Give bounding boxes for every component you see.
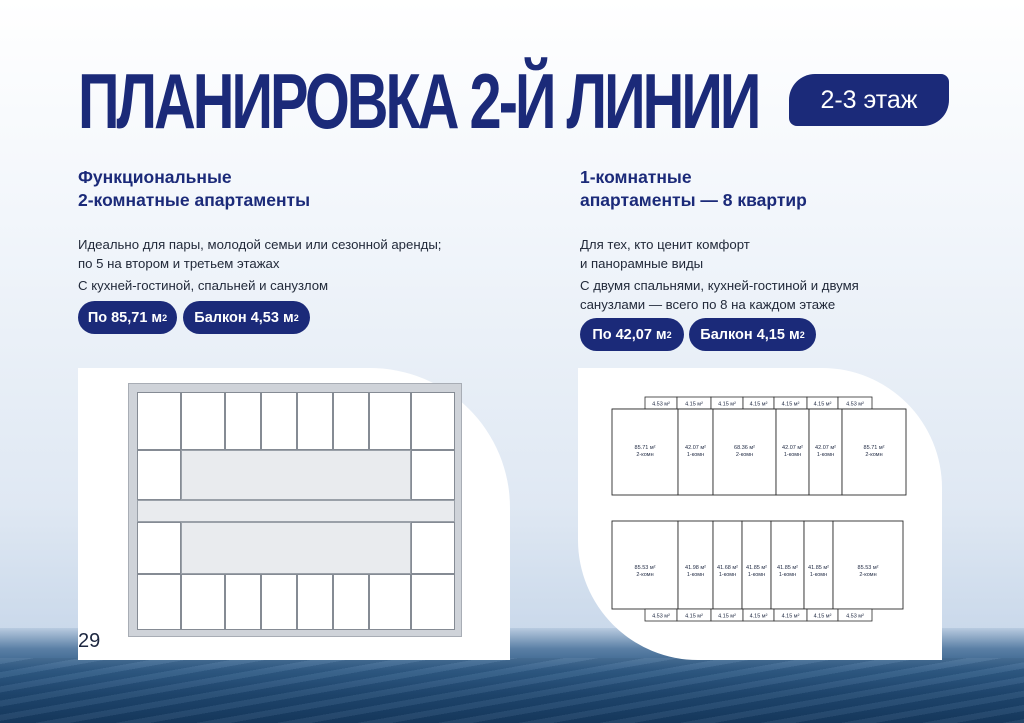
left-text-line1: Идеально для пары, молодой семьи или сезонной аренды; — [78, 237, 442, 252]
floor-plan-drawing — [128, 383, 462, 637]
right-text-line2: и панорамные виды — [580, 256, 704, 271]
unit-top-area: 42.07 м² — [815, 445, 836, 451]
balcony-cell-top-label: 4.15 м² — [749, 401, 768, 408]
plan-unit — [137, 450, 181, 500]
plan-unit — [411, 522, 455, 574]
balcony-cell-bottom-label: 4.53 м² — [846, 613, 864, 620]
unit-bottom-area: 41.98 м² — [685, 565, 706, 571]
unit-bottom-area: 41.85 м² — [746, 565, 767, 571]
balcony-cell-bottom-label: 4.15 м² — [813, 613, 832, 620]
right-heading-line1: 1-комнатные — [580, 167, 692, 187]
plan-unit — [137, 574, 181, 630]
unit-bottom-type: 1-комн — [747, 572, 766, 578]
balcony-cell-bottom-label: 4.15 м² — [718, 613, 736, 620]
unit-bottom-area: 85.53 м² — [634, 565, 656, 571]
unit-top-type: 2-комн — [865, 452, 883, 458]
plan-unit — [333, 574, 369, 630]
plan-unit — [411, 450, 455, 500]
apartment-scheme — [578, 368, 942, 660]
plan-unit — [411, 392, 455, 450]
plan-unit — [181, 392, 225, 450]
left-heading — [78, 166, 310, 212]
balcony-cell-top-label: 4.15 м² — [718, 401, 736, 408]
unit-top-area: 42.07 м² — [685, 445, 706, 451]
unit-bottom-area: 41.68 м² — [717, 565, 738, 571]
unit-bottom-area: 85.53 м² — [857, 565, 879, 571]
unit-top-area: 85.71 м² — [863, 445, 885, 451]
unit-bottom-type: 1-комн — [809, 572, 828, 578]
unit-bottom-area: 41.85 м² — [808, 565, 829, 571]
unit-bottom-type: 1-комн — [778, 572, 797, 578]
plan-unit — [297, 574, 333, 630]
plan-unit — [411, 574, 455, 630]
balcony-cell-bottom-label: 4.15 м² — [781, 613, 800, 620]
balcony-cell-bottom-label: 4.15 м² — [749, 613, 768, 620]
plan-unit — [333, 392, 369, 450]
left-balcony-pill — [183, 301, 310, 334]
plan-corridor — [181, 522, 411, 574]
left-balcony-label: Балкон 4,53 м — [194, 309, 294, 326]
plan-corridor — [181, 450, 411, 500]
unit-top-type: 1-комн — [783, 452, 802, 458]
unit-top-type: 1-комн — [686, 452, 705, 458]
right-area-pill — [580, 318, 684, 351]
left-text-line3: С кухней-гостиной, спальней и санузлом — [78, 278, 329, 293]
unit-top-type: 2-комн — [636, 452, 654, 458]
left-area-sup: 2 — [162, 312, 168, 323]
right-description — [580, 235, 750, 273]
left-balcony-sup: 2 — [293, 312, 299, 323]
right-area-label: По 42,07 м — [592, 326, 667, 343]
floor-badge: 2-3 этаж — [789, 74, 949, 126]
left-area-label: По 85,71 м — [87, 309, 163, 326]
unit-top-area: 42.07 м² — [782, 445, 803, 451]
unit-bottom-type: 2-комн — [636, 572, 654, 578]
plan-unit — [137, 522, 181, 574]
unit-bottom-type: 1-комн — [686, 572, 705, 578]
unit-top-type: 1-комн — [816, 452, 835, 458]
balcony-cell-top-label: 4.53 м² — [652, 401, 670, 408]
plan-corridor — [137, 500, 455, 522]
balcony-cell-top-label: 4.15 м² — [813, 401, 832, 408]
right-text-line1: Для тех, кто ценит комфорт — [580, 237, 750, 252]
plan-unit — [137, 392, 181, 450]
left-heading-line1: Функциональные — [78, 167, 232, 187]
left-area-pill — [78, 301, 177, 334]
right-balcony-pill — [689, 318, 816, 351]
right-heading-line2: апартаменты — 8 квартир — [580, 190, 807, 210]
page-title: ПЛАНИРОВКА 2-Й ЛИНИИ — [78, 57, 759, 145]
balcony-cell-bottom-label: 4.53 м² — [652, 613, 670, 620]
unit-bottom-area: 41.85 м² — [777, 565, 798, 571]
right-text-line3: С двумя спальнями, кухней-гостиной и двумя — [580, 278, 859, 293]
unit-top-area: 85.71 м² — [634, 445, 656, 451]
unit-bottom-type: 1-комн — [718, 572, 737, 578]
left-text-line2: по 5 на втором и третьем этажах — [78, 256, 280, 271]
unit-top-type: 2-комн — [735, 452, 754, 458]
right-area-sup: 2 — [666, 329, 672, 340]
plan-unit — [369, 392, 411, 450]
page-number: 29 — [78, 630, 101, 652]
balcony-cell-top-label: 4.53 м² — [846, 401, 864, 408]
plan-unit — [297, 392, 333, 450]
left-description — [78, 235, 441, 273]
plan-unit — [181, 574, 225, 630]
unit-top-area: 68.36 м² — [734, 445, 755, 451]
right-balcony-label: Балкон 4,15 м — [700, 326, 800, 343]
plan-unit — [225, 392, 261, 450]
balcony-cell-top-label: 4.15 м² — [781, 401, 800, 408]
balcony-cell-top-label: 4.15 м² — [685, 401, 703, 408]
right-heading — [580, 166, 807, 212]
left-heading-line2: 2-комнатные апартаменты — [78, 190, 311, 210]
right-text-line4: санузлами — всего по 8 на каждом этаже — [580, 297, 836, 312]
plan-unit — [369, 574, 411, 630]
plan-unit — [261, 392, 297, 450]
balcony-cell-bottom-label: 4.15 м² — [685, 613, 703, 620]
unit-bottom-type: 2-комн — [859, 572, 877, 578]
plan-unit — [225, 574, 261, 630]
plan-unit — [261, 574, 297, 630]
right-balcony-sup: 2 — [799, 329, 805, 340]
right-description-2 — [580, 276, 859, 314]
